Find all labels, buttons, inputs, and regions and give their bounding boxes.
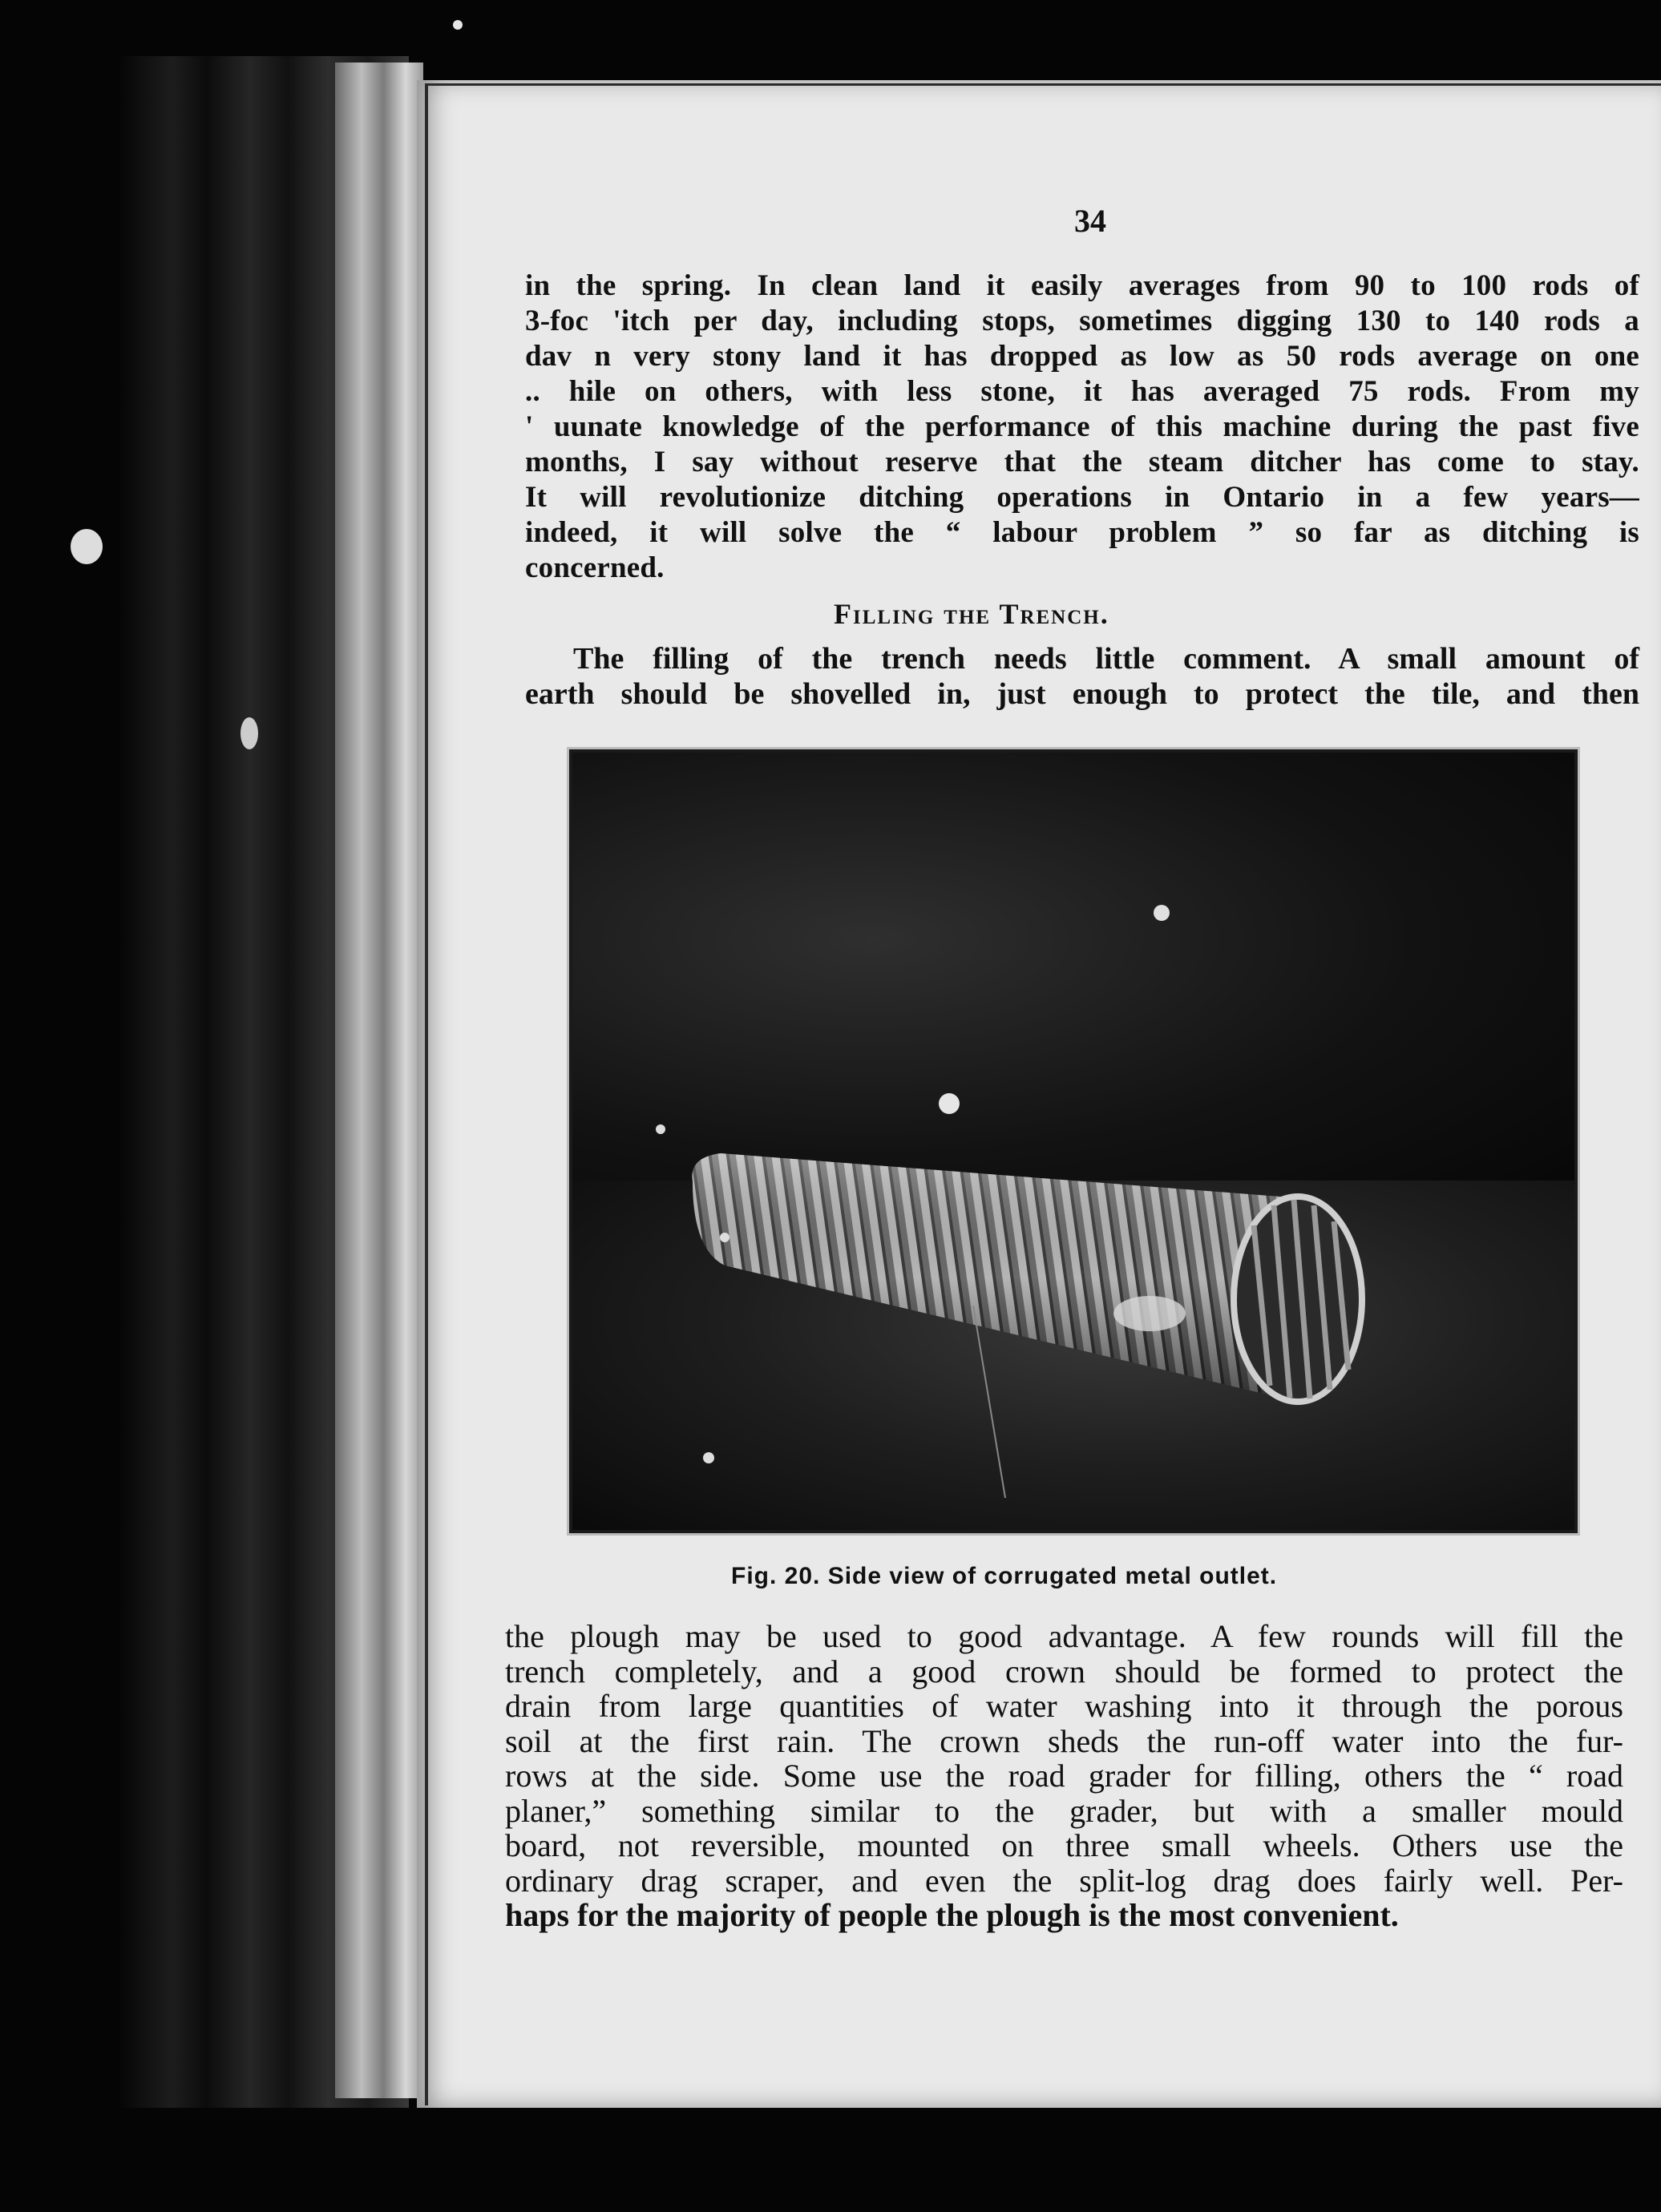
section-heading: Filling the Trench.	[834, 598, 1109, 630]
scan-speck	[71, 529, 103, 564]
text-line: 3-foc 'itch per day, including stops, sometimes digging 130 to 140 rods a	[525, 305, 1639, 337]
text-line: drain from large quantities of water washing into it through the porous	[505, 1688, 1623, 1724]
scan-speck	[240, 717, 258, 749]
paragraph-filling-intro	[525, 641, 1639, 712]
text-line: board, not reversible, mounted on three small wheels. Others use the	[505, 1827, 1623, 1863]
text-line: The filling of the trench needs little comment. A small amount of	[573, 642, 1639, 676]
paragraph-plough	[505, 1619, 1623, 1933]
page-number: 34	[1074, 203, 1106, 239]
text-line: dav n very stony land it has dropped as low as 50 rods average on one	[525, 340, 1639, 373]
paragraph-steam-ditcher	[525, 268, 1639, 586]
figure-photo-corrugated-outlet	[569, 749, 1578, 1533]
text-line: planer,” something similar to the grader, but with a smaller mould	[505, 1792, 1623, 1829]
text-line: indeed, it will solve the “ labour problem ” so far as ditching is	[525, 516, 1639, 549]
page-stack-edge	[335, 63, 423, 2098]
scan-speck	[453, 20, 463, 30]
text-line: trench completely, and a good crown should be formed to protect the	[505, 1653, 1623, 1689]
text-line: haps for the majority of people the plough is the most convenient.	[505, 1897, 1399, 1933]
text-line: It will revolutionize ditching operations in Ontario in a few years—	[525, 481, 1639, 514]
text-line: rows at the side. Some use the road grader for filling, others the “ road	[505, 1758, 1623, 1794]
text-line: the plough may be used to good advantage. A few rounds will fill the	[505, 1618, 1623, 1654]
text-line: .. hile on others, with less stone, it has averaged 75 rods. From my	[525, 375, 1639, 408]
corrugated-pipe-illustration	[572, 753, 1574, 1530]
text-line: earth should be shovelled in, just enough to protect the tile, and then	[525, 677, 1639, 711]
text-line: ' uunate knowledge of the performance of this machine during the past five	[525, 410, 1639, 443]
text-line: soil at the first rain. The crown sheds the run-off water into the fur-	[505, 1722, 1623, 1759]
text-line: months, I say without reserve that the steam ditcher has come to stay.	[525, 446, 1639, 478]
text-line: concerned.	[525, 551, 665, 584]
text-line: ordinary drag scraper, and even the split-log drag does fairly well. Per-	[505, 1862, 1623, 1899]
figure-caption: Fig. 20. Side view of corrugated metal outlet.	[731, 1563, 1278, 1589]
text-line: in the spring. In clean land it easily averages from 90 to 100 rods of	[525, 269, 1639, 302]
